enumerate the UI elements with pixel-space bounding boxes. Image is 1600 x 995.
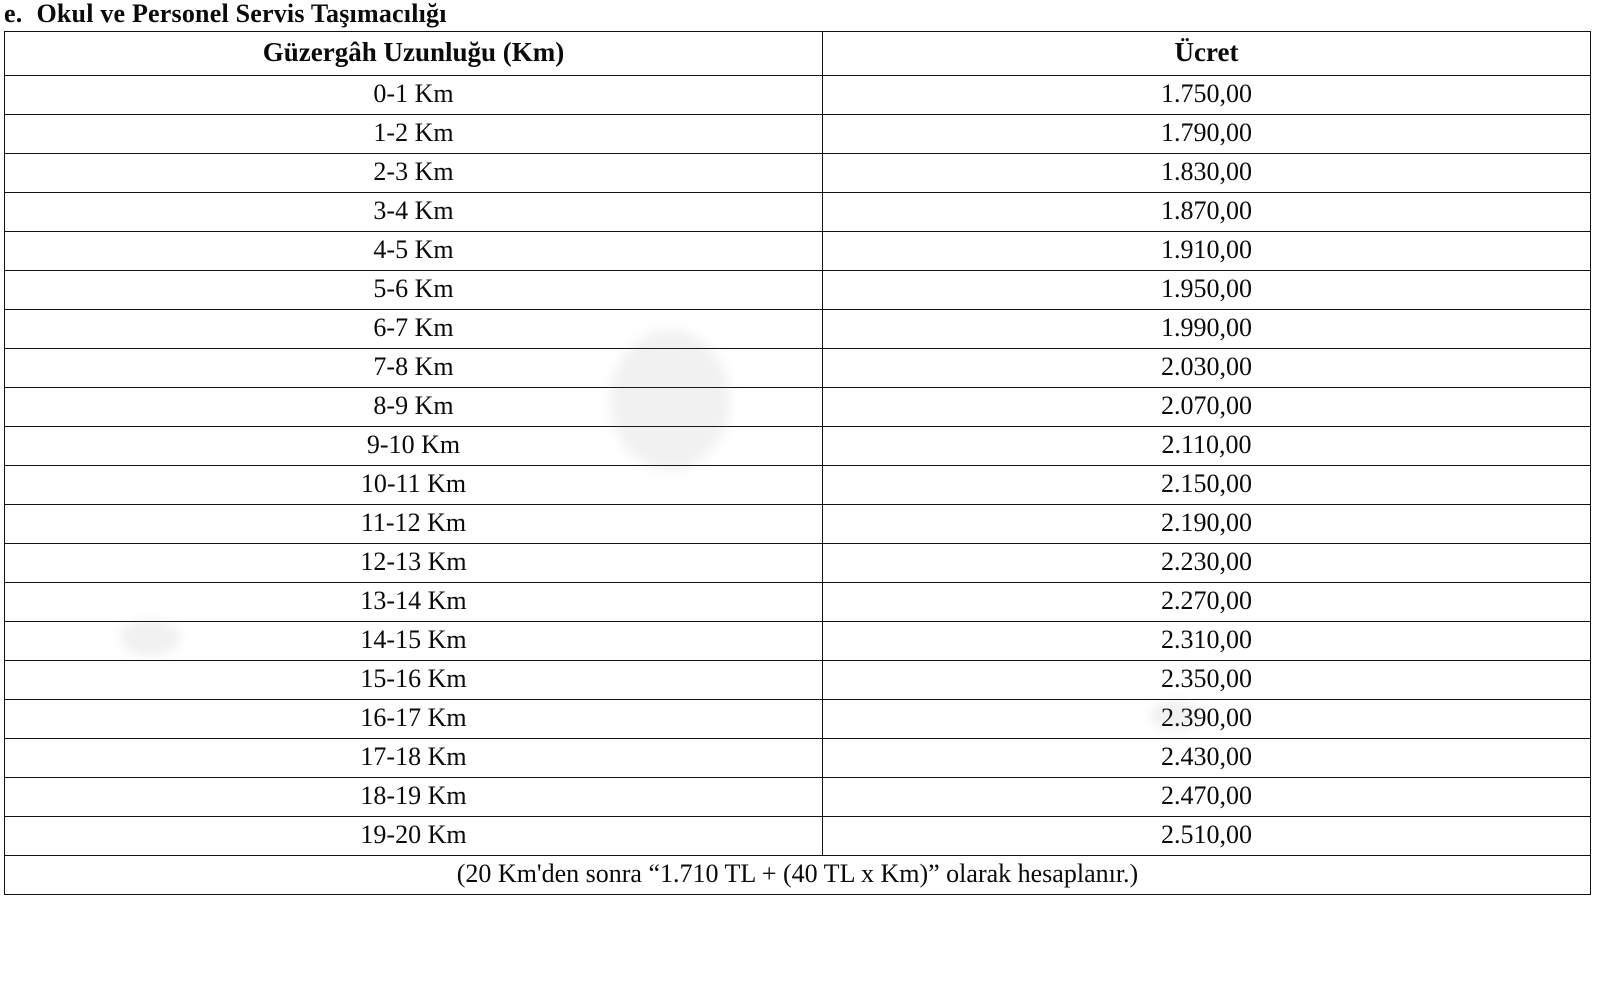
cell-route-length: 10-11 Km xyxy=(5,466,823,505)
cell-fee: 2.310,00 xyxy=(823,622,1591,661)
cell-fee: 2.070,00 xyxy=(823,388,1591,427)
table-row xyxy=(5,583,1591,622)
table-row xyxy=(5,817,1591,856)
table-row xyxy=(5,193,1591,232)
cell-route-length: 13-14 Km xyxy=(5,583,823,622)
cell-route-length: 12-13 Km xyxy=(5,544,823,583)
cell-fee: 1.790,00 xyxy=(823,115,1591,154)
table-row xyxy=(5,544,1591,583)
cell-fee: 1.990,00 xyxy=(823,310,1591,349)
table-row xyxy=(5,778,1591,817)
cell-route-length: 18-19 Km xyxy=(5,778,823,817)
fee-table xyxy=(4,31,1591,895)
table-row xyxy=(5,76,1591,115)
table-header-row xyxy=(5,32,1591,76)
table-row xyxy=(5,115,1591,154)
table-row xyxy=(5,232,1591,271)
table-row xyxy=(5,349,1591,388)
cell-fee: 2.110,00 xyxy=(823,427,1591,466)
section-title: Okul ve Personel Servis Taşımacılığı xyxy=(36,0,447,28)
cell-route-length: 3-4 Km xyxy=(5,193,823,232)
table-row xyxy=(5,388,1591,427)
cell-route-length: 17-18 Km xyxy=(5,739,823,778)
table-footer-row xyxy=(5,856,1591,895)
cell-fee: 2.270,00 xyxy=(823,583,1591,622)
cell-fee: 1.750,00 xyxy=(823,76,1591,115)
table-row xyxy=(5,271,1591,310)
cell-fee: 1.870,00 xyxy=(823,193,1591,232)
cell-route-length: 14-15 Km xyxy=(5,622,823,661)
cell-route-length: 19-20 Km xyxy=(5,817,823,856)
cell-fee: 2.230,00 xyxy=(823,544,1591,583)
cell-fee: 2.030,00 xyxy=(823,349,1591,388)
cell-route-length: 4-5 Km xyxy=(5,232,823,271)
cell-route-length: 8-9 Km xyxy=(5,388,823,427)
cell-route-length: 6-7 Km xyxy=(5,310,823,349)
column-header-route-length: Güzergâh Uzunluğu (Km) xyxy=(5,32,823,76)
cell-fee: 2.150,00 xyxy=(823,466,1591,505)
table-row xyxy=(5,622,1591,661)
table-row xyxy=(5,700,1591,739)
table-row xyxy=(5,661,1591,700)
cell-fee: 2.430,00 xyxy=(823,739,1591,778)
cell-fee: 2.190,00 xyxy=(823,505,1591,544)
cell-fee: 2.350,00 xyxy=(823,661,1591,700)
cell-fee: 1.830,00 xyxy=(823,154,1591,193)
cell-fee: 2.470,00 xyxy=(823,778,1591,817)
table-row xyxy=(5,310,1591,349)
section-heading xyxy=(0,0,1600,31)
cell-route-length: 2-3 Km xyxy=(5,154,823,193)
column-header-fee: Ücret xyxy=(823,32,1591,76)
section-marker: e. xyxy=(4,0,23,28)
table-row xyxy=(5,427,1591,466)
cell-route-length: 7-8 Km xyxy=(5,349,823,388)
table-row xyxy=(5,505,1591,544)
table-body xyxy=(5,76,1591,856)
cell-fee: 2.390,00 xyxy=(823,700,1591,739)
cell-fee: 2.510,00 xyxy=(823,817,1591,856)
table-footer xyxy=(5,856,1591,895)
cell-route-length: 11-12 Km xyxy=(5,505,823,544)
cell-route-length: 0-1 Km xyxy=(5,76,823,115)
cell-fee: 1.950,00 xyxy=(823,271,1591,310)
table-header xyxy=(5,32,1591,76)
table-row xyxy=(5,739,1591,778)
table-row xyxy=(5,154,1591,193)
cell-fee: 1.910,00 xyxy=(823,232,1591,271)
table-row xyxy=(5,466,1591,505)
cell-route-length: 9-10 Km xyxy=(5,427,823,466)
cell-route-length: 16-17 Km xyxy=(5,700,823,739)
cell-route-length: 15-16 Km xyxy=(5,661,823,700)
cell-route-length: 1-2 Km xyxy=(5,115,823,154)
table-footnote: (20 Km'den sonra “1.710 TL + (40 TL x Km)” olarak hesaplanır.) xyxy=(5,856,1591,895)
cell-route-length: 5-6 Km xyxy=(5,271,823,310)
